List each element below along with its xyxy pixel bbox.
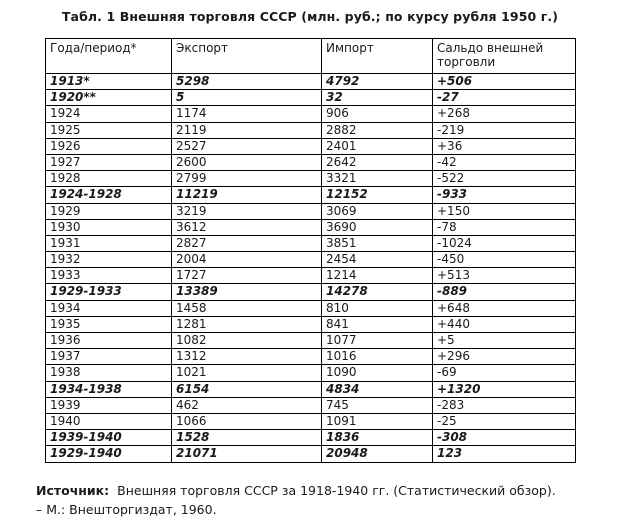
cell-export: 13389 — [172, 284, 322, 300]
cell-period: 1933 — [46, 268, 172, 284]
cell-balance: -522 — [433, 171, 576, 187]
cell-export: 3219 — [172, 203, 322, 219]
cell-period: 1932 — [46, 252, 172, 268]
cell-balance: +648 — [433, 300, 576, 316]
source-text: Внешняя торговля СССР за 1918-1940 гг. (Статистический обзор). — [117, 483, 556, 498]
cell-balance: +296 — [433, 349, 576, 365]
cell-export: 2799 — [172, 171, 322, 187]
cell-export: 2119 — [172, 122, 322, 138]
foreign-trade-table — [45, 38, 576, 463]
cell-import: 32 — [322, 90, 433, 106]
cell-period: 1935 — [46, 316, 172, 332]
table-row — [46, 74, 576, 90]
cell-import: 2642 — [322, 154, 433, 170]
table-row — [46, 333, 576, 349]
cell-period: 1930 — [46, 219, 172, 235]
cell-export: 1727 — [172, 268, 322, 284]
cell-export: 6154 — [172, 381, 322, 397]
cell-export: 2600 — [172, 154, 322, 170]
cell-period: 1929-1933 — [46, 284, 172, 300]
table-header-row — [46, 39, 576, 74]
table-body — [46, 74, 576, 463]
cell-period: 1926 — [46, 138, 172, 154]
cell-export: 1174 — [172, 106, 322, 122]
cell-import: 2401 — [322, 138, 433, 154]
cell-balance: +5 — [433, 333, 576, 349]
cell-balance: +440 — [433, 316, 576, 332]
cell-export: 462 — [172, 397, 322, 413]
cell-balance: -69 — [433, 365, 576, 381]
cell-export: 1066 — [172, 413, 322, 429]
cell-export: 1312 — [172, 349, 322, 365]
table-caption: Табл. 1 Внешняя торговля СССР (млн. руб.; по курсу рубля 1950 г.) — [61, 9, 559, 24]
source-label: Источник: — [36, 483, 110, 498]
cell-export: 5 — [172, 90, 322, 106]
table-row — [46, 397, 576, 413]
cell-export: 2527 — [172, 138, 322, 154]
table-row — [46, 349, 576, 365]
table-row — [46, 252, 576, 268]
cell-import: 3851 — [322, 235, 433, 251]
cell-export: 3612 — [172, 219, 322, 235]
cell-import: 2882 — [322, 122, 433, 138]
table-row — [46, 138, 576, 154]
cell-export: 1021 — [172, 365, 322, 381]
cell-import: 745 — [322, 397, 433, 413]
cell-import: 1016 — [322, 349, 433, 365]
cell-period: 1934-1938 — [46, 381, 172, 397]
cell-balance: -78 — [433, 219, 576, 235]
cell-balance: +150 — [433, 203, 576, 219]
cell-export: 5298 — [172, 74, 322, 90]
cell-import: 3069 — [322, 203, 433, 219]
cell-import: 14278 — [322, 284, 433, 300]
cell-period: 1940 — [46, 413, 172, 429]
cell-balance: +36 — [433, 138, 576, 154]
cell-balance: -42 — [433, 154, 576, 170]
cell-period: 1929 — [46, 203, 172, 219]
cell-balance: +268 — [433, 106, 576, 122]
table-row — [46, 381, 576, 397]
cell-balance: -889 — [433, 284, 576, 300]
cell-period: 1936 — [46, 333, 172, 349]
table-row — [46, 235, 576, 251]
table-row — [46, 106, 576, 122]
source-note — [36, 481, 596, 519]
cell-export: 1458 — [172, 300, 322, 316]
cell-period: 1938 — [46, 365, 172, 381]
cell-period: 1927 — [46, 154, 172, 170]
cell-import: 1214 — [322, 268, 433, 284]
cell-import: 1077 — [322, 333, 433, 349]
cell-export: 11219 — [172, 187, 322, 203]
cell-export: 1281 — [172, 316, 322, 332]
cell-period: 1934 — [46, 300, 172, 316]
table-row — [46, 171, 576, 187]
table-row — [46, 316, 576, 332]
table-row — [46, 203, 576, 219]
cell-balance: +1320 — [433, 381, 576, 397]
cell-import: 841 — [322, 316, 433, 332]
table-row — [46, 365, 576, 381]
cell-period: 1913* — [46, 74, 172, 90]
cell-import: 1836 — [322, 430, 433, 446]
cell-import: 1090 — [322, 365, 433, 381]
cell-export: 1528 — [172, 430, 322, 446]
cell-import: 3690 — [322, 219, 433, 235]
cell-balance: -219 — [433, 122, 576, 138]
cell-import: 4834 — [322, 381, 433, 397]
cell-import: 906 — [322, 106, 433, 122]
cell-balance: -283 — [433, 397, 576, 413]
cell-period: 1924 — [46, 106, 172, 122]
cell-import: 20948 — [322, 446, 433, 462]
cell-import: 810 — [322, 300, 433, 316]
cell-balance: +506 — [433, 74, 576, 90]
cell-export: 1082 — [172, 333, 322, 349]
cell-import: 12152 — [322, 187, 433, 203]
cell-period: 1924-1928 — [46, 187, 172, 203]
table-row — [46, 187, 576, 203]
source-line-1 — [36, 481, 596, 500]
cell-balance: -450 — [433, 252, 576, 268]
cell-period: 1939 — [46, 397, 172, 413]
cell-export: 21071 — [172, 446, 322, 462]
cell-period: 1939-1940 — [46, 430, 172, 446]
cell-export: 2827 — [172, 235, 322, 251]
header-export: Экспорт — [172, 39, 322, 74]
cell-balance: -1024 — [433, 235, 576, 251]
table-row — [46, 122, 576, 138]
cell-period: 1920** — [46, 90, 172, 106]
cell-period: 1925 — [46, 122, 172, 138]
table-row — [46, 90, 576, 106]
table-row — [46, 446, 576, 462]
cell-period: 1931 — [46, 235, 172, 251]
cell-period: 1929-1940 — [46, 446, 172, 462]
cell-balance: -27 — [433, 90, 576, 106]
cell-balance: -25 — [433, 413, 576, 429]
cell-import: 2454 — [322, 252, 433, 268]
cell-import: 4792 — [322, 74, 433, 90]
source-line-2: – М.: Внешторгиздат, 1960. — [36, 502, 217, 517]
cell-import: 3321 — [322, 171, 433, 187]
table-row — [46, 430, 576, 446]
table-row — [46, 154, 576, 170]
table-row — [46, 219, 576, 235]
cell-balance: -933 — [433, 187, 576, 203]
table-row — [46, 413, 576, 429]
table-row — [46, 268, 576, 284]
cell-balance: -308 — [433, 430, 576, 446]
header-period: Года/период* — [46, 39, 172, 74]
cell-balance: +513 — [433, 268, 576, 284]
table-row — [46, 300, 576, 316]
cell-period: 1928 — [46, 171, 172, 187]
table-row — [46, 284, 576, 300]
cell-import: 1091 — [322, 413, 433, 429]
header-import: Импорт — [322, 39, 433, 74]
cell-period: 1937 — [46, 349, 172, 365]
cell-export: 2004 — [172, 252, 322, 268]
header-balance: Сальдо внешней торговли — [433, 39, 576, 74]
cell-balance: 123 — [433, 446, 576, 462]
